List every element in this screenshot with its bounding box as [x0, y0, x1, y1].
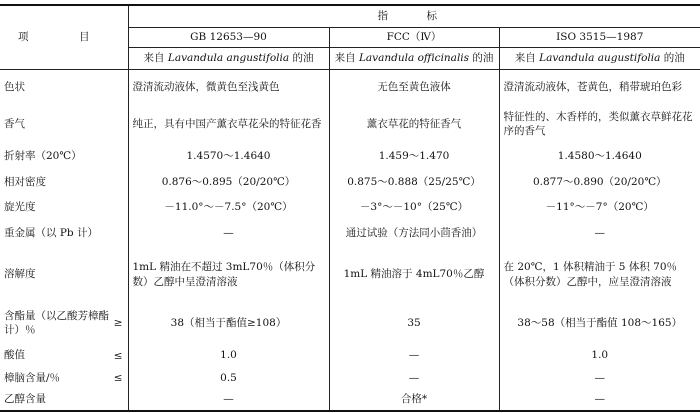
row-fcc-value: 1.459～1.470	[329, 143, 499, 170]
standard-iso-header: ISO 3515—1987	[499, 27, 700, 47]
row-gb-value: —	[128, 389, 329, 411]
table-row	[0, 389, 700, 411]
table-row	[0, 302, 700, 344]
row-gb-value: 0.5	[128, 367, 329, 389]
row-item: 含酯量（以乙酸芳樟酯计）％ ≥	[0, 302, 128, 344]
row-iso-value: —	[499, 220, 700, 247]
row-iso-value: 1.4580～1.4640	[499, 143, 700, 170]
table-row	[0, 195, 700, 220]
row-item: 折射率（20℃）	[0, 143, 128, 170]
row-fcc-value: 薰衣草花的特征香气	[329, 105, 499, 143]
row-item: 樟脑含量/％ ≤	[0, 367, 128, 389]
row-fcc-value: 0.875～0.888（25/25℃）	[329, 170, 499, 195]
row-item: 溶解度	[0, 247, 128, 302]
row-fcc-value: －3°～－10°（25℃）	[329, 195, 499, 220]
row-fcc-value: 合格*	[329, 389, 499, 411]
row-gb-value: －11.0°～－7.5°（20℃）	[128, 195, 329, 220]
row-item: 重金属（以 Pb 计）	[0, 220, 128, 247]
source-iso: 来自 Lavandula augustifolia 的油	[499, 47, 700, 69]
row-fcc-value: 无色至黄色液体	[329, 69, 499, 105]
row-gb-value: 1.4570～1.4640	[128, 143, 329, 170]
row-gb-value: 1.0	[128, 344, 329, 367]
standard-fcc-header: FCC（Ⅳ）	[329, 27, 499, 47]
row-gb-value: 0.876～0.895（20/20℃）	[128, 170, 329, 195]
table-row	[0, 105, 700, 143]
row-iso-value: －11°～－7°（20℃）	[499, 195, 700, 220]
table-row	[0, 220, 700, 247]
standard-gb-header: GB 12653—90	[128, 27, 329, 47]
row-gb-value: 38（相当于酯值≥108）	[128, 302, 329, 344]
row-item: 色状	[0, 69, 128, 105]
row-fcc-value: —	[329, 344, 499, 367]
table-row	[0, 170, 700, 195]
row-fcc-value: 1mL 精油溶于 4mL70％乙醇	[329, 247, 499, 302]
table-row	[0, 69, 700, 105]
table-row	[0, 143, 700, 170]
row-iso-value: 1.0	[499, 344, 700, 367]
item-column-header: 项 目	[0, 5, 128, 69]
row-item: 相对密度	[0, 170, 128, 195]
source-gb: 来自 Lavandula angustifolia 的油	[128, 47, 329, 69]
source-fcc: 来自 Lavandula officinalis 的油	[329, 47, 499, 69]
indicator-group-header: 指 标	[128, 5, 700, 27]
row-gb-value: —	[128, 220, 329, 247]
row-iso-value: 在 20℃，1 体积精油于 5 体积 70％（体积分数）乙醇中，应呈澄清溶液	[499, 247, 700, 302]
row-gb-value: 1mL 精油在不超过 3mL70％（体积分数）乙醇中呈澄清溶液	[128, 247, 329, 302]
row-item: 酸值 ≤	[0, 344, 128, 367]
row-iso-value: 澄清流动液体，苍黄色，稍带琥珀色彩	[499, 69, 700, 105]
row-gb-value: 澄清流动液体，微黄色至浅黄色	[128, 69, 329, 105]
row-item: 香气	[0, 105, 128, 143]
row-gb-value: 纯正，具有中国产薰衣草花朵的特征花香	[128, 105, 329, 143]
table-row	[0, 344, 700, 367]
lavender-oil-spec-table	[0, 4, 700, 412]
row-iso-value: —	[499, 367, 700, 389]
row-iso-value: 38～58（相当于酯值 108～165）	[499, 302, 700, 344]
row-fcc-value: —	[329, 367, 499, 389]
row-fcc-value: 35	[329, 302, 499, 344]
table-row	[0, 247, 700, 302]
row-iso-value: 0.877～0.890（20/20℃）	[499, 170, 700, 195]
row-item: 乙醇含量	[0, 389, 128, 411]
row-item: 旋光度	[0, 195, 128, 220]
table-row	[0, 367, 700, 389]
row-iso-value: —	[499, 389, 700, 411]
header-row-group	[0, 5, 700, 27]
row-iso-value: 特征性的、木香样的，类似薰衣草鲜花花序的香气	[499, 105, 700, 143]
row-fcc-value: 通过试验（方法同小茴香油）	[329, 220, 499, 247]
